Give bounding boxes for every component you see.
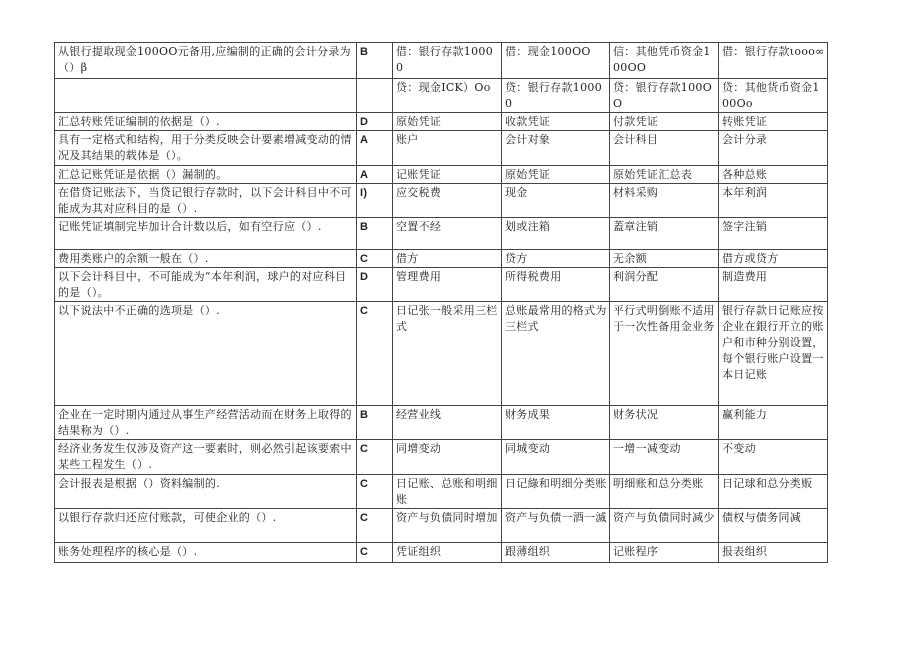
- option-c: 原始凭证汇总表: [610, 166, 719, 184]
- option-b: 日记綠和明细分类账: [502, 475, 610, 509]
- question-text: 会计报表是根据（）资料编制的.: [55, 475, 357, 509]
- option-c: 利润分配: [610, 268, 719, 302]
- option-a: 应交税费: [393, 184, 502, 218]
- option-b: 贷方: [502, 250, 610, 268]
- question-row: [55, 302, 828, 406]
- option-a: 资产与负债同时增加: [393, 509, 502, 543]
- question-text: 费用类账户的余额一般在（）.: [55, 250, 357, 268]
- question-row: [55, 406, 828, 440]
- answer-letter: C: [357, 440, 393, 475]
- option-a: 经营业线: [393, 406, 502, 440]
- option-c: 材料采购: [610, 184, 719, 218]
- option-b: 借：现金100OO: [502, 43, 610, 79]
- option-d: 日记球和总分类贩: [719, 475, 828, 509]
- option-a: 借：银行存款10000: [393, 43, 502, 79]
- option-a: 日记张一般采用三栏式: [393, 302, 502, 406]
- question-row: [55, 250, 828, 268]
- question-text: 企业在一定时期内通过从事生产经营活动而在财务上取得的结果称为（）.: [55, 406, 357, 440]
- option-b: 划或注箱: [502, 218, 610, 250]
- answer-letter: B: [357, 218, 393, 250]
- answer-letter: D: [357, 268, 393, 302]
- question-text: 账务处理程序的核心是（）.: [55, 543, 357, 563]
- option-c: 财务状况: [610, 406, 719, 440]
- option-a: 空置不经: [393, 218, 502, 250]
- option-c: 付款凭证: [610, 113, 719, 131]
- question-row: [55, 166, 828, 184]
- option-d: 转账凭证: [719, 113, 828, 131]
- question-text: 以下会计科目中，不可能成为“本年利润，球户的对应科目的是（）。: [55, 268, 357, 302]
- answer-letter: C: [357, 302, 393, 406]
- option-d: 贷：其他货币资金100Oo: [719, 79, 828, 113]
- answer-letter: C: [357, 475, 393, 509]
- option-d: 签字注销: [719, 218, 828, 250]
- question-row: [55, 440, 828, 475]
- option-c: 会计科目: [610, 131, 719, 166]
- question-row: [55, 131, 828, 166]
- question-text: 以下说法中不正确的选项是（）.: [55, 302, 357, 406]
- answer-letter: A: [357, 166, 393, 184]
- option-d: 会计分录: [719, 131, 828, 166]
- question-row: [55, 509, 828, 543]
- question-text: 汇总转账凭证编制的依据是（）.: [55, 113, 357, 131]
- option-c: 明细账和总分类账: [610, 475, 719, 509]
- option-d: 借方或贷方: [719, 250, 828, 268]
- question-row: [55, 43, 828, 79]
- option-c: 平行式明倒账不适用于一次性备用金业务: [610, 302, 719, 406]
- option-d: 借：银行存款ιooo∞: [719, 43, 828, 79]
- option-b: 跟薄组织: [502, 543, 610, 563]
- question-row: [55, 268, 828, 302]
- answer-letter: [357, 79, 393, 113]
- question-text: 从银行提取现金100OO元备用,应编制的正确的会计分录为（）β: [55, 43, 357, 79]
- option-d: 银行存款日记账应按企业在銀行开立的账户和市种分别设置，每个银行账户设置一本日记账: [719, 302, 828, 406]
- answer-letter: C: [357, 250, 393, 268]
- option-a: 管理费用: [393, 268, 502, 302]
- option-c: 记账程序: [610, 543, 719, 563]
- option-b: 原始凭证: [502, 166, 610, 184]
- option-d: 债权与债务同减: [719, 509, 828, 543]
- question-row: [55, 218, 828, 250]
- option-c: 一增一减变动: [610, 440, 719, 475]
- option-b: 总账最常用的格式为三栏式: [502, 302, 610, 406]
- answer-letter: D: [357, 113, 393, 131]
- option-d: 各种总账: [719, 166, 828, 184]
- question-row: [55, 543, 828, 563]
- option-b: 所得税费用: [502, 268, 610, 302]
- option-a: 记账凭证: [393, 166, 502, 184]
- question-text: 经济业务发生仅涉及资产这一要素时，则必然引起该要索中某些工程发生（）.: [55, 440, 357, 475]
- answer-letter: B: [357, 406, 393, 440]
- question-row: [55, 184, 828, 218]
- question-row: [55, 79, 828, 113]
- answer-letter: A: [357, 131, 393, 166]
- option-d: 不变动: [719, 440, 828, 475]
- answer-letter: C: [357, 509, 393, 543]
- answer-letter: B: [357, 43, 393, 79]
- option-c: 蓋章注销: [610, 218, 719, 250]
- question-text: 在借贷记账法下，当贷记银行存款时，以下会计科目中不可能成为其对应科目的是（）.: [55, 184, 357, 218]
- question-table-body: [55, 43, 828, 563]
- option-d: 赢利能力: [719, 406, 828, 440]
- option-a: 贷：现金ICK）Oo: [393, 79, 502, 113]
- option-a: 借方: [393, 250, 502, 268]
- option-c: 信：其他凭币资金100OO: [610, 43, 719, 79]
- question-row: [55, 475, 828, 509]
- option-c: 资产与负债同时减少: [610, 509, 719, 543]
- answer-letter: I): [357, 184, 393, 218]
- option-d: 本年利润: [719, 184, 828, 218]
- question-text: 汇总记账凭证是依据（）漏制的。: [55, 166, 357, 184]
- option-a: 原始凭证: [393, 113, 502, 131]
- question-text: 记账凭证填制完毕加计合计数以后，如有空行应（）.: [55, 218, 357, 250]
- option-b: 资产与负债一酒一滅: [502, 509, 610, 543]
- option-c: 无余额: [610, 250, 719, 268]
- option-a: 日记账、总账和明细账: [393, 475, 502, 509]
- option-b: 贷：银行存款10000: [502, 79, 610, 113]
- question-table: [54, 42, 828, 563]
- question-row: [55, 113, 828, 131]
- question-text: 以银行存款归还应付账款，可使企业的（）.: [55, 509, 357, 543]
- option-d: 制造费用: [719, 268, 828, 302]
- option-b: 会计对象: [502, 131, 610, 166]
- question-text: 具有一定格式和结构，用于分类反映会计要素增减变动的情况及其结果的载体是（）。: [55, 131, 357, 166]
- question-text: [55, 79, 357, 113]
- option-a: 同增变动: [393, 440, 502, 475]
- answer-letter: C: [357, 543, 393, 563]
- option-c: 贷：银行存款100OO: [610, 79, 719, 113]
- option-d: 报表组织: [719, 543, 828, 563]
- option-b: 同城变动: [502, 440, 610, 475]
- option-a: 凭证组织: [393, 543, 502, 563]
- option-a: 账户: [393, 131, 502, 166]
- option-b: 财务成果: [502, 406, 610, 440]
- option-b: 收款凭证: [502, 113, 610, 131]
- option-b: 现金: [502, 184, 610, 218]
